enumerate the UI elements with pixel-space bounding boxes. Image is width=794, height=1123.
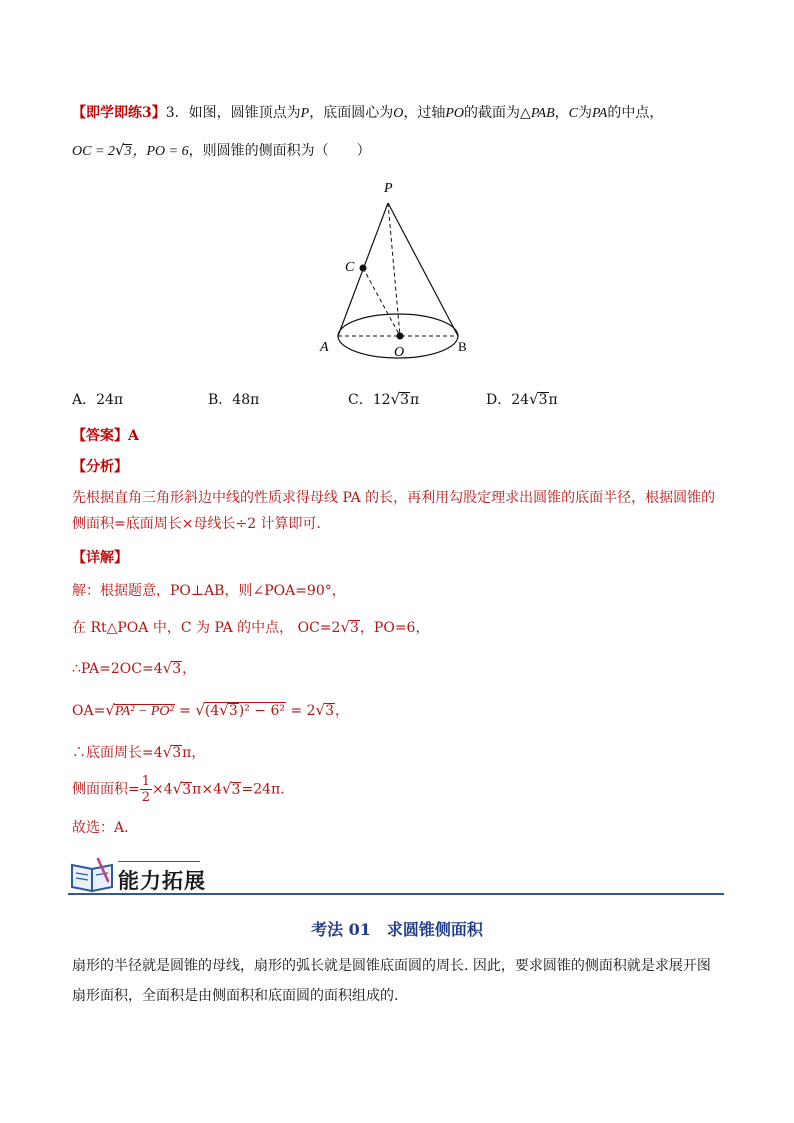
detail-line-5: ∴底面周长=4√3π， <box>72 743 206 761</box>
radicand: 3 <box>228 703 238 719</box>
d4-mid: = <box>174 703 196 719</box>
radicand: 3 <box>124 144 132 159</box>
open-book-icon <box>68 855 118 895</box>
radicand: 3 <box>400 392 410 408</box>
var-o: O <box>393 106 404 121</box>
analysis-text: 先根据直角三角形斜边中线的性质求得母线 PA 的长，再利用勾股定理求出圆锥的底面半径，根据圆锥的侧面积=底面周长×母线长÷2 计算即可． <box>72 490 716 532</box>
segment-oc <box>363 268 400 336</box>
d4-post-pre: = 2 <box>286 703 316 719</box>
var-po: PO <box>445 106 465 121</box>
d4-post: ， <box>335 703 350 719</box>
fraction-half <box>140 774 152 805</box>
detail-line-4: OA=√PA² − PO² = √(4√3)² − 6² = 2√3， <box>72 701 350 719</box>
banner-title: 能力拓展 <box>118 869 206 893</box>
label-a: A <box>320 340 329 355</box>
detail-line-6: 侧面面积= $\frac{1}{2}$ ×4√3π×4√3=24π. <box>72 774 285 805</box>
answer-label: 【答案】 <box>72 428 128 444</box>
d2-post: ，PO=6， <box>359 620 430 636</box>
q-text: ，底面圆心为 <box>309 105 394 121</box>
question-ask: ，则圆锥的侧面积为（ ） <box>188 143 371 159</box>
q-text: 为 <box>578 105 593 121</box>
d4-r2c: )² − 6² <box>238 703 285 719</box>
label-b: B <box>458 339 467 354</box>
option-c-pi: π <box>410 392 420 408</box>
option-d-pi: π <box>548 392 558 408</box>
d5-post: π， <box>182 745 206 761</box>
analysis-label: 【分析】 <box>72 459 128 475</box>
var-pab: PAB <box>530 106 555 121</box>
question-line-1 <box>72 103 663 124</box>
question-tag: 【即学即练3】 <box>72 105 166 121</box>
answer-row <box>72 425 139 445</box>
radicand: 3 <box>231 781 241 798</box>
d5-pre: ∴底面周长=4 <box>72 745 163 761</box>
radicand: 3 <box>172 661 182 677</box>
detail-line-2: 在 Rt△POA 中，C 为 PA 的中点， OC=2√3，PO=6， <box>72 618 430 636</box>
detail-line-1: 解：根据题意，PO⊥AB，则∠POA=90°， <box>72 583 346 599</box>
option-a-text: A．24π <box>72 392 124 408</box>
d4-r2a: (4 <box>204 703 220 719</box>
q-text: ， <box>554 105 569 121</box>
d3-pre: ∴PA=2OC=4 <box>72 661 163 677</box>
d3-post: ， <box>182 661 197 677</box>
question-line-2: OC = 2√3，PO = 6，则圆锥的侧面积为（ ） <box>72 141 371 159</box>
given-po: ，PO = 6 <box>132 144 189 159</box>
radicand: 3 <box>325 703 335 719</box>
d6-mid2: π×4 <box>192 781 222 798</box>
var-pa: PA <box>592 106 608 121</box>
frac-num: 1 <box>141 774 151 789</box>
radicand: 3 <box>538 392 548 408</box>
option-d: D．24√3π <box>486 390 558 408</box>
option-c-text: C．12 <box>348 392 391 408</box>
var-c: C <box>568 106 579 121</box>
d6-mid1: ×4 <box>152 781 173 798</box>
option-d-text: D．24 <box>486 392 530 408</box>
option-b-text: B．48π <box>208 392 260 408</box>
radicand: PA² − PO² <box>114 704 174 719</box>
label-o: O <box>394 345 405 360</box>
detail-line-3: ∴PA=2OC=4√3， <box>72 659 197 677</box>
radicand: 3 <box>172 745 182 761</box>
answer-value: A <box>128 428 139 444</box>
q-text: 的截面为△ <box>464 105 531 121</box>
label-p: P <box>384 181 393 196</box>
q-text: 的中点， <box>607 105 664 121</box>
point-c <box>360 265 367 272</box>
option-a <box>72 389 123 409</box>
given-oc: OC = 2 <box>72 144 115 159</box>
question-number: 3．如图，圆锥顶点为 <box>165 105 301 121</box>
radicand: 3 <box>350 620 359 636</box>
point-o <box>397 333 404 340</box>
section-heading: 考法 01 求圆锥侧面积 <box>311 920 483 939</box>
detail-line-7: 故选：A． <box>72 820 139 836</box>
option-b <box>208 389 259 409</box>
frac-den: 2 <box>141 790 151 805</box>
section-paragraph: 扇形的半径就是圆锥的母线，扇形的弧长就是圆锥底面圆的周长. 因此，要求圆锥的侧面积就是求展开图扇形面积，全面积是由侧面积和底面圆的面积组成的. <box>72 958 711 1004</box>
d4-pre: OA= <box>72 703 106 719</box>
banner-rule <box>68 893 724 895</box>
banner-top-rule <box>118 861 200 862</box>
d6-pre: 侧面面积= <box>72 781 140 798</box>
label-c: C <box>345 260 355 275</box>
var-p: P <box>300 106 310 121</box>
detail-label: 【详解】 <box>72 550 128 566</box>
q-text: ，过轴 <box>403 105 446 121</box>
radicand: 3 <box>182 781 192 798</box>
d2-pre: 在 Rt△POA 中，C 为 PA 的中点， OC=2 <box>72 620 341 636</box>
d6-post: =24π. <box>241 781 285 798</box>
option-c: C．12√3π <box>348 390 420 408</box>
cone-figure <box>310 170 490 370</box>
